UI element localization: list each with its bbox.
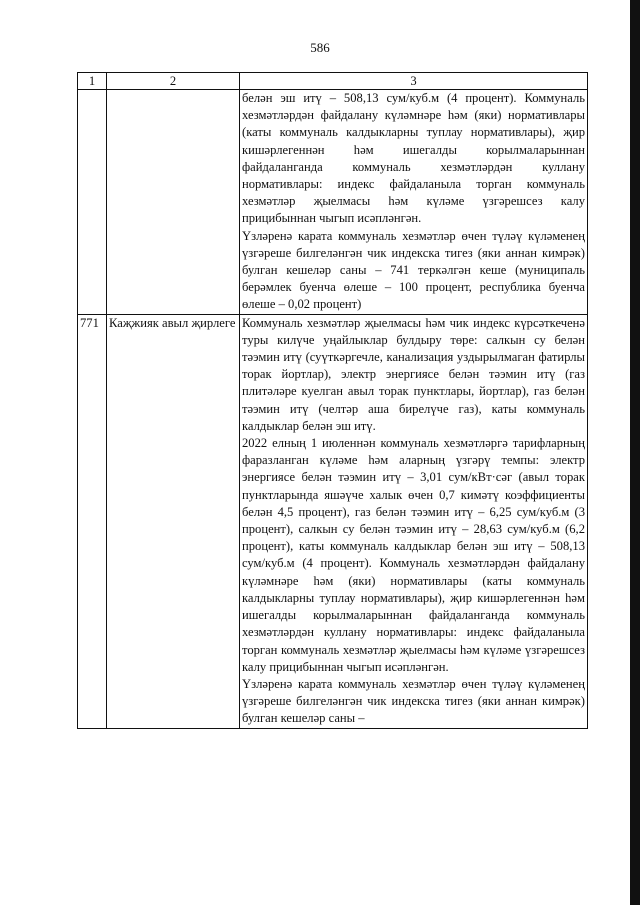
- column-header-text: 3: [240, 73, 588, 90]
- table-row: [78, 90, 588, 315]
- table-header-row: [78, 73, 588, 90]
- paragraph: белән эш итү – 508,13 сум/куб.м (4 процент). Коммуналь хезмәтләрдән файдалану күләмнәре һәм (яки) нормативлары (каты коммуналь калдыкларны туплау нормативлары), җир кишәрлегеннән һәм ишегалды корылмаларыннан файдаланганда коммуналь хезмәтләрдән куллану нормативлары: индекс файдаланыла торган коммуналь хезмәтләр җыелмасы һәм күләме үзгәрешсез калу прицибыннан чыгып исәпләнгән.: [242, 91, 585, 226]
- row-number: 771: [78, 314, 107, 728]
- row-number: [78, 90, 107, 315]
- paragraph: Коммуналь хезмәтләр җыелмасы һәм чик индекс күрсәткеченә туры килүче уңайлыклар булдыру төре: салкын су белән тәэмин итү (суүткәргечле, канализация уздырылмаган фатирлы торак йортлар), электр энергиясе белән тәэмин итү (газ плитәләре куелган авыл торак пунктлары, йортлар), газ белән тәэмин итү (челтәр аша бирелүче газ), каты коммуналь калдыклар белән эш итү.: [242, 315, 585, 433]
- column-header-name: 2: [107, 73, 240, 90]
- scan-edge-bar: [630, 0, 640, 905]
- row-name: [107, 90, 240, 315]
- paragraph: Үзләренә карата коммуналь хезмәтләр өчен түләү күләменең үзгәреше билгеләнгән чик индекска тигез (яки аннан кимрәк) булган кешеләр саны –: [242, 676, 585, 726]
- row-name: Каҗжияк авыл җирлеге: [107, 314, 240, 728]
- row-text: [240, 314, 588, 728]
- document-table: [77, 72, 588, 729]
- paragraph: Үзләренә карата коммуналь хезмәтләр өчен түләү күләменең үзгәреше билгеләнгән чик индекска тигез (яки аннан кимрәк) булган кешеләр саны – 741 теркәлгән кеше (муниципаль берәмлек буенча өлеше – 100 процент, республика буенча өлеше – 0,02 процент): [242, 228, 585, 312]
- column-header-number: 1: [78, 73, 107, 90]
- table-row: [78, 314, 588, 728]
- row-text: [240, 90, 588, 315]
- paragraph: 2022 елның 1 июленнән коммуналь хезмәтләргә тарифларның фаразланган күләме һәм аларның үзгәрү темпы: электр энергиясе белән тәэмин итү – 3,01 сум/кВт·сәг (авыл торак пунктларында яшәүче халык өчен 0,7 кимәтү коэффициенты белән 4,5 процент), газ белән тәэмин итү – 6,25 сум/куб.м (3 процент), салкын су белән тәэмин итү – 28,63 сум/куб.м (6,2 процент), каты коммуналь калдыклар белән эш итү – 508,13 сум/куб.м (4 процент). Коммуналь хезмәтләрдән файдалану күләмнәре һәм (яки) нормативлары (каты коммуналь калдыкларны туплау нормативлары), җир кишәрлегеннән һәм ишегалды корылмаларыннан файдаланганда коммуналь хезмәтләрдән куллану нормативлары: индекс файдаланыла торган коммуналь хезмәтләр җыелмасы һәм күләме үзгәрешсез калу прицибыннан чыгып исәпләнгән.: [242, 436, 585, 674]
- page-number: 586: [310, 40, 330, 55]
